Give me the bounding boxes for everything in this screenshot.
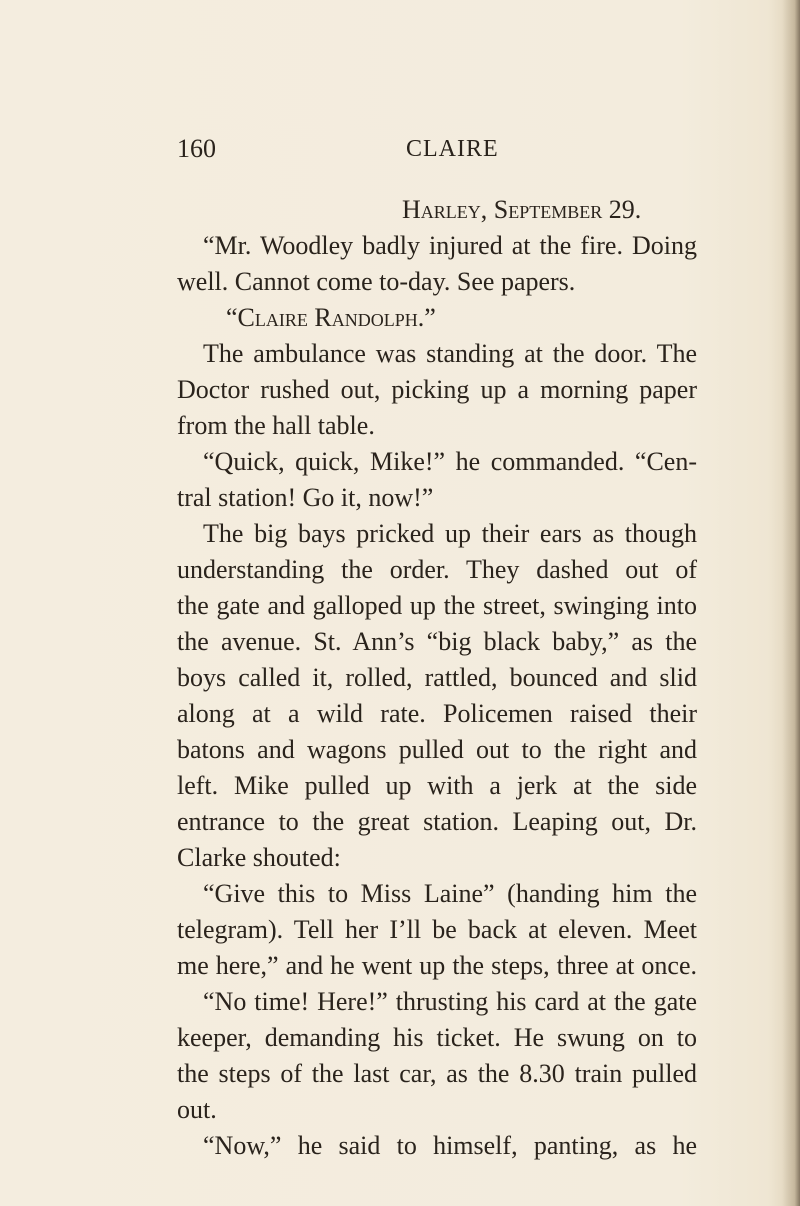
text-line: the avenue. St. Ann’s “big black baby,” as the	[177, 627, 697, 656]
page-edge-shadow	[782, 0, 800, 1206]
text-line: understanding the order. They dashed out of	[177, 555, 697, 584]
telegram-signature: “Claire Randolph.”	[226, 303, 436, 332]
page-number: 160	[177, 134, 216, 163]
text-line: telegram). Tell her I’ll be back at eleven. Meet	[177, 915, 697, 944]
text-line: “Give this to Miss Laine” (handing him the	[203, 879, 697, 908]
text-line: batons and wagons pulled out to the right and	[177, 735, 697, 764]
page-header	[177, 134, 697, 174]
text-line: The ambulance was standing at the door. The	[203, 339, 697, 368]
text-line: “Now,” he said to himself, panting, as he	[203, 1131, 697, 1160]
text-line: well. Cannot come to-day. See papers.	[177, 267, 576, 296]
text-line: boys called it, rolled, rattled, bounced and slid	[177, 663, 697, 692]
text-line: keeper, demanding his ticket. He swung on to	[177, 1023, 697, 1052]
text-line: Doctor rushed out, picking up a morning paper	[177, 375, 697, 404]
text-line: left. Mike pulled up with a jerk at the side	[177, 771, 697, 800]
text-line: “Mr. Woodley badly injured at the fire. Doing	[203, 231, 697, 260]
body-text	[177, 192, 697, 1164]
text-line: Clarke shouted:	[177, 843, 341, 872]
text-line: me here,” and he went up the steps, three at once.	[177, 951, 697, 980]
text-line: “No time! Here!” thrusting his card at the gate	[203, 987, 697, 1016]
text-line: from the hall table.	[177, 411, 375, 440]
text-line: tral station! Go it, now!”	[177, 483, 434, 512]
text-line: along at a wild rate. Policemen raised their	[177, 699, 697, 728]
text-line: entrance to the great station. Leaping out, Dr.	[177, 807, 697, 836]
running-head: CLAIRE	[406, 136, 499, 162]
text-line: out.	[177, 1095, 217, 1124]
text-line: The big bays pricked up their ears as though	[203, 519, 697, 548]
text-line: “Quick, quick, Mike!” he commanded. “Cen-	[203, 447, 697, 476]
telegram-dateline: Harley, September 29.	[402, 195, 642, 224]
text-line: the gate and galloped up the street, swinging into	[177, 591, 697, 620]
text-line: the steps of the last car, as the 8.30 train pulled	[177, 1059, 697, 1088]
